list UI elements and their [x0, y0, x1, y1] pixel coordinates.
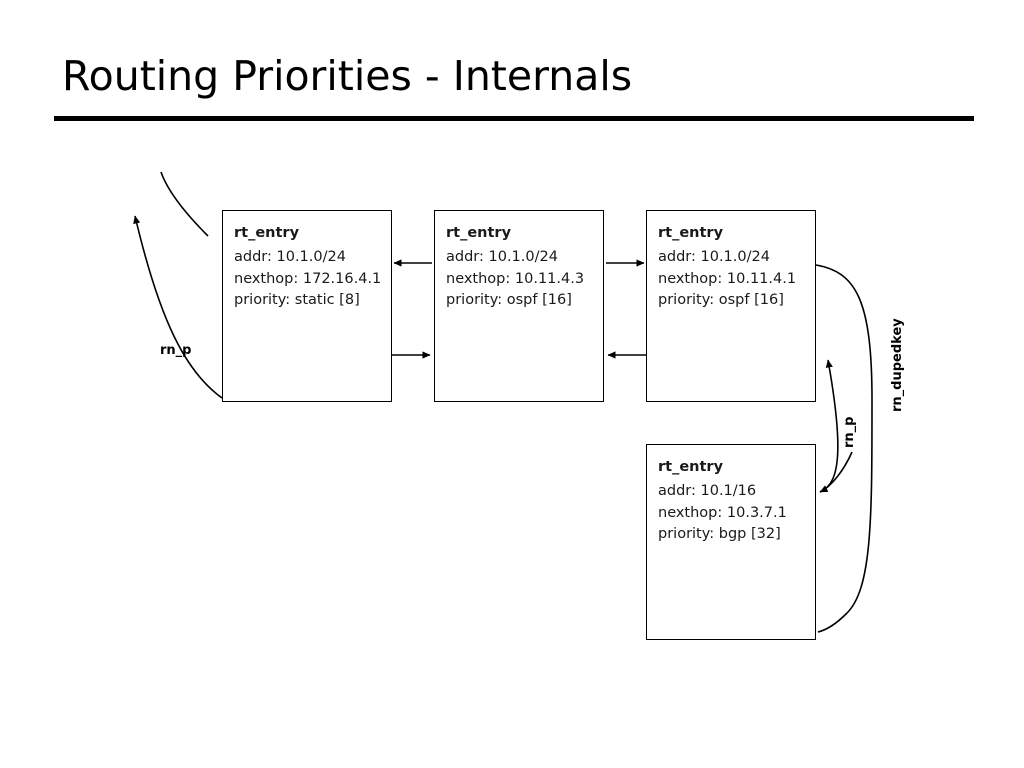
node-rt-entry-2[interactable]: [434, 210, 604, 402]
node-field-priority: priority: static [8]: [234, 292, 360, 309]
node-field-priority: priority: ospf [16]: [446, 292, 572, 309]
edge-label-rn-p-right: rn_p: [842, 416, 857, 448]
node-field-priority: priority: ospf [16]: [658, 292, 784, 309]
node-field-addr: addr: 10.1/16: [658, 482, 757, 499]
node-field-priority: priority: bgp [32]: [658, 526, 781, 543]
node-rt-entry-3[interactable]: [646, 210, 816, 402]
node-field-nexthop: nexthop: 10.11.4.1: [658, 270, 797, 287]
node-struct-name: rt_entry: [234, 225, 300, 241]
node-struct-name: rt_entry: [658, 225, 724, 241]
node-rt-entry-4[interactable]: [646, 444, 816, 640]
node-field-addr: addr: 10.1.0/24: [658, 248, 770, 265]
page-title: Routing Priorities - Internals: [62, 52, 633, 100]
edge-label-rn-dupedkey: rn_dupedkey: [890, 318, 905, 412]
node-field-nexthop: nexthop: 172.16.4.1: [234, 270, 382, 287]
node-field-nexthop: nexthop: 10.11.4.3: [446, 270, 585, 287]
node-struct-name: rt_entry: [658, 459, 724, 475]
node-field-addr: addr: 10.1.0/24: [446, 248, 558, 265]
node-struct-name: rt_entry: [446, 225, 512, 241]
node-field-nexthop: nexthop: 10.3.7.1: [658, 504, 787, 521]
node-rt-entry-1[interactable]: [222, 210, 392, 402]
node-field-addr: addr: 10.1.0/24: [234, 248, 346, 265]
edge-label-rn-p-left: rn_p: [160, 343, 192, 358]
